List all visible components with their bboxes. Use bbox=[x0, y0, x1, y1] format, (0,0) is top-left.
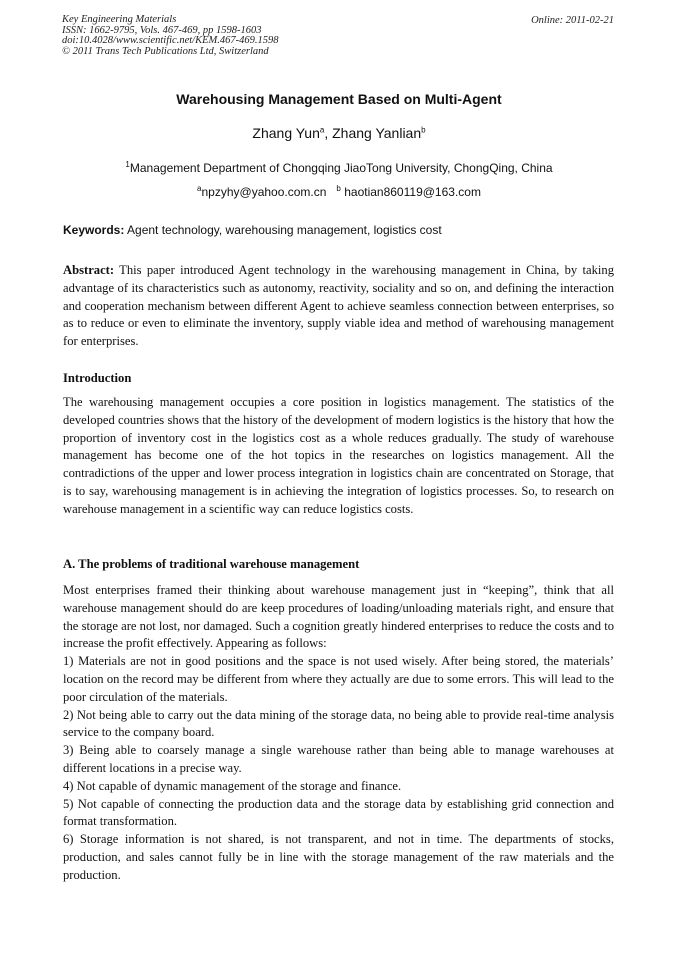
keywords-text: Agent technology, warehousing management, logistics cost bbox=[124, 223, 442, 237]
abstract bbox=[63, 262, 614, 351]
list-item: 4) Not capable of dynamic management of the storage and finance. bbox=[63, 778, 402, 793]
author-1-name: Zhang Yun bbox=[252, 125, 320, 141]
author-2-name: Zhang Yanlian bbox=[332, 125, 422, 141]
author-separator: , bbox=[324, 125, 333, 141]
email-line bbox=[0, 185, 678, 199]
affiliation-text: Management Department of Chongqing JiaoTong University, ChongQing, China bbox=[129, 161, 553, 175]
abstract-label: Abstract: bbox=[63, 263, 115, 277]
author-2-sup: b bbox=[421, 125, 426, 135]
affiliation bbox=[0, 161, 678, 175]
email-b: haotian860119@163.com bbox=[344, 185, 481, 199]
section-a-body bbox=[63, 582, 614, 885]
list-item: 1) Materials are not in good positions and the space is not used wisely. After being stored, the materials’ location on the record may be different from where they actually are due to some errors. This will lead to the poor circulation of the materials. bbox=[63, 654, 614, 704]
keywords bbox=[63, 223, 442, 237]
list-item: 2) Not being able to carry out the data mining of the storage data, no being able to provide real-time analysis service to the company board. bbox=[63, 707, 614, 740]
doi-line: doi:10.4028/www.scientific.net/KEM.467-469.1598 bbox=[62, 35, 279, 47]
paper-title: Warehousing Management Based on Multi-Agent bbox=[176, 91, 502, 107]
journal-header bbox=[62, 15, 279, 57]
email-a: npzyhy@yahoo.com.cn bbox=[201, 185, 327, 199]
section-a-intro: Most enterprises framed their thinking about warehouse management just in “keeping”, think that all warehouse management should do are keep procedures of loading/unloading materials right, and ensure that the storage are not lost, nor damaged. Such a cognition greatly hindered enterprises to reduce the costs and to increase the profit effectively. Appearing as follows: bbox=[63, 583, 614, 651]
list-item: 5) Not capable of connecting the production data and the storage data by establishing grid connection and format transformation. bbox=[63, 796, 614, 829]
list-item: 3) Being able to coarsely manage a single warehouse rather than being able to manage warehouses at different locations in a precise way. bbox=[63, 743, 614, 775]
list-item: 6) Storage information is not shared, is not transparent, and not in time. The departments of stocks, production, and sales cannot fully be in line with the storage management of the raw materials and the production. bbox=[63, 832, 614, 882]
email-b-sup: b bbox=[336, 184, 341, 193]
author-1-sup: a bbox=[319, 125, 325, 135]
abstract-text: This paper introduced Agent technology in the warehousing management in China, by taking advantage of its characteristics such as autonomy, reactivity, sociality and so on, and defining the interaction and cooperation mechanism between different Agent to achieve seamless connection between enterprises, so as to reduce or even to eliminate the inventory, supply viable idea and method of warehousing management for enterprises. bbox=[63, 263, 614, 349]
intro-heading: Introduction bbox=[63, 371, 132, 385]
author-line bbox=[0, 125, 678, 141]
issn-line: ISSN: 1662-9795, Vols. 467-469, pp 1598-1603 bbox=[62, 24, 262, 36]
affiliation-sup: 1 bbox=[125, 160, 130, 169]
copyright-line: © 2011 Trans Tech Publications Ltd, Switzerland bbox=[62, 45, 269, 57]
section-a-heading: A. The problems of traditional warehouse management bbox=[63, 557, 360, 571]
email-a-sup: a bbox=[197, 184, 202, 193]
intro-paragraph: The warehousing management occupies a core position in logistics management. The statistics of the developed countries shows that the history of the development of modern logistics is the history that how the proportion of inventory cost in the logistics cost as a whole reduces gradually. The study of warehouse management has become one of the hot topics in the researches on logistics management. All the contradictions of the upper and lower process integration in logistics chain are concentrated on Storage, that is to say, warehousing management is in achieving the integration of logistics processes. So, to research on warehouse management in a scientific way can reduce logistics costs. bbox=[63, 395, 614, 516]
keywords-label: Keywords: bbox=[63, 223, 125, 237]
journal-name: Key Engineering Materials bbox=[62, 14, 177, 25]
online-date: Online: 2011-02-21 bbox=[531, 15, 614, 26]
